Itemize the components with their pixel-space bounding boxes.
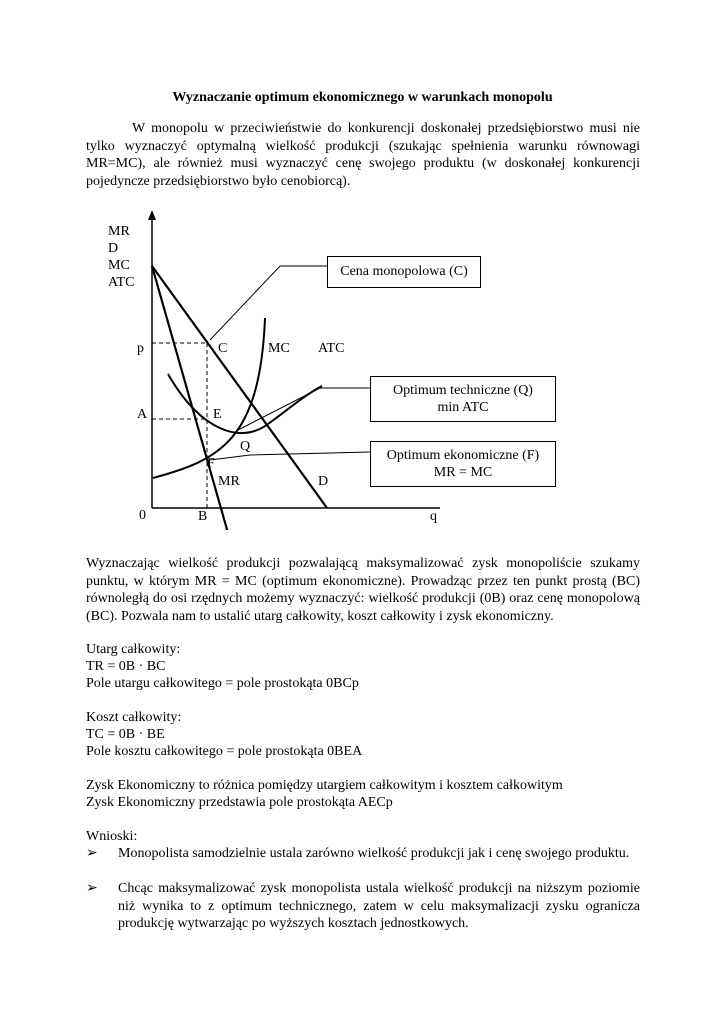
y-label-1: MR [108, 224, 130, 239]
profit-area: Zysk Ekonomiczny przedstawia pole prostokąta AECp [86, 795, 393, 810]
cost-area: Pole kosztu całkowitego = pole prostokąta 0BEA [86, 744, 363, 759]
y-label-4: ATC [108, 275, 135, 290]
leader-price [210, 266, 328, 340]
technical-optimum-box [370, 376, 556, 422]
profit-definition: Zysk Ekonomiczny to różnica pomiędzy utargiem całkowitym i kosztem całkowitym [86, 778, 563, 793]
cost-heading: Koszt całkowity: [86, 710, 182, 725]
label-p: p [137, 341, 144, 356]
label-E: E [213, 407, 222, 422]
label-F: F [207, 456, 215, 471]
y-label-2: D [108, 241, 119, 256]
y-label-3: MC [108, 258, 130, 273]
monopoly-diagram [0, 200, 725, 530]
y-axis-arrow [148, 210, 156, 220]
label-MC: MC [268, 341, 290, 356]
marginal-revenue-curve [152, 266, 230, 530]
leader-technical [238, 388, 370, 430]
document-title: Wyznaczanie optimum ekonomicznego w warunkach monopolu [172, 90, 553, 105]
label-C: C [218, 341, 228, 356]
label-A: A [137, 407, 148, 422]
explanation-paragraph: Wyznaczając wielkość produkcji pozwalającą maksymalizować zysk monopoliście szukamy punktu, w którym MR = MC (optimum ekonomiczne). Prowadząc przez ten punkt prostą (BC) równoległą do osi rzędnych możemy wyznaczyć: wielkość produkcji (0B) oraz cenę monopolową (BC). Pozwala nam to ustalić utarg całkowity, koszt całkowity i zysk ekonomiczny. [86, 556, 640, 624]
conclusions-heading: Wnioski: [86, 829, 138, 844]
label-origin: 0 [139, 508, 146, 523]
label-ATC: ATC [318, 341, 345, 356]
technical-box-line1: Optimum techniczne (Q) [393, 383, 533, 398]
demand-curve [152, 266, 327, 508]
conclusion-text-2: Chcąc maksymalizować zysk monopolista ustala wielkość produkcji na niższym poziomie niż wynika to z optimum technicznego, zatem w celu maksymalizacji zysku ogranicza produkcję wytwarzając po wyższych kosztach jednostkowych. [118, 881, 640, 931]
cost-formula: TC = 0B · BE [86, 727, 165, 742]
revenue-area: Pole utargu całkowitego = pole prostokąta 0BCp [86, 676, 359, 691]
label-B: B [198, 509, 208, 524]
intro-paragraph: W monopolu w przeciwieństwie do konkurencji doskonałej przedsiębiorstwo musi nie tylko wyznaczyć optymalną wielkość produkcji (szukając spełnienia warunku równowagi MR=MC), ale również musi wyznaczyć cenę swojego produktu (w doskonałej konkurencji pojedyncze przedsiębiorstwo było cenobiorcą). [86, 121, 640, 189]
bullet-arrow-icon: ➢ [86, 881, 98, 896]
economic-box-line2: MR = MC [433, 465, 493, 480]
bullet-arrow-icon: ➢ [86, 846, 98, 861]
economic-optimum-box [370, 441, 556, 487]
label-MR: MR [218, 474, 240, 489]
price-box-text: Cena monopolowa (C) [340, 264, 468, 279]
revenue-heading: Utarg całkowity: [86, 642, 181, 657]
label-D: D [318, 474, 329, 489]
conclusion-text-1: Monopolista samodzielnie ustala zarówno wielkość produkcji jak i cenę swojego produktu. [118, 846, 630, 861]
label-q: q [430, 509, 437, 524]
economic-box-line1: Optimum ekonomiczne (F) [386, 448, 540, 463]
revenue-formula: TR = 0B · BC [86, 659, 166, 674]
technical-box-line2: min ATC [437, 400, 489, 415]
price-box [327, 256, 481, 288]
label-Q: Q [240, 439, 251, 454]
